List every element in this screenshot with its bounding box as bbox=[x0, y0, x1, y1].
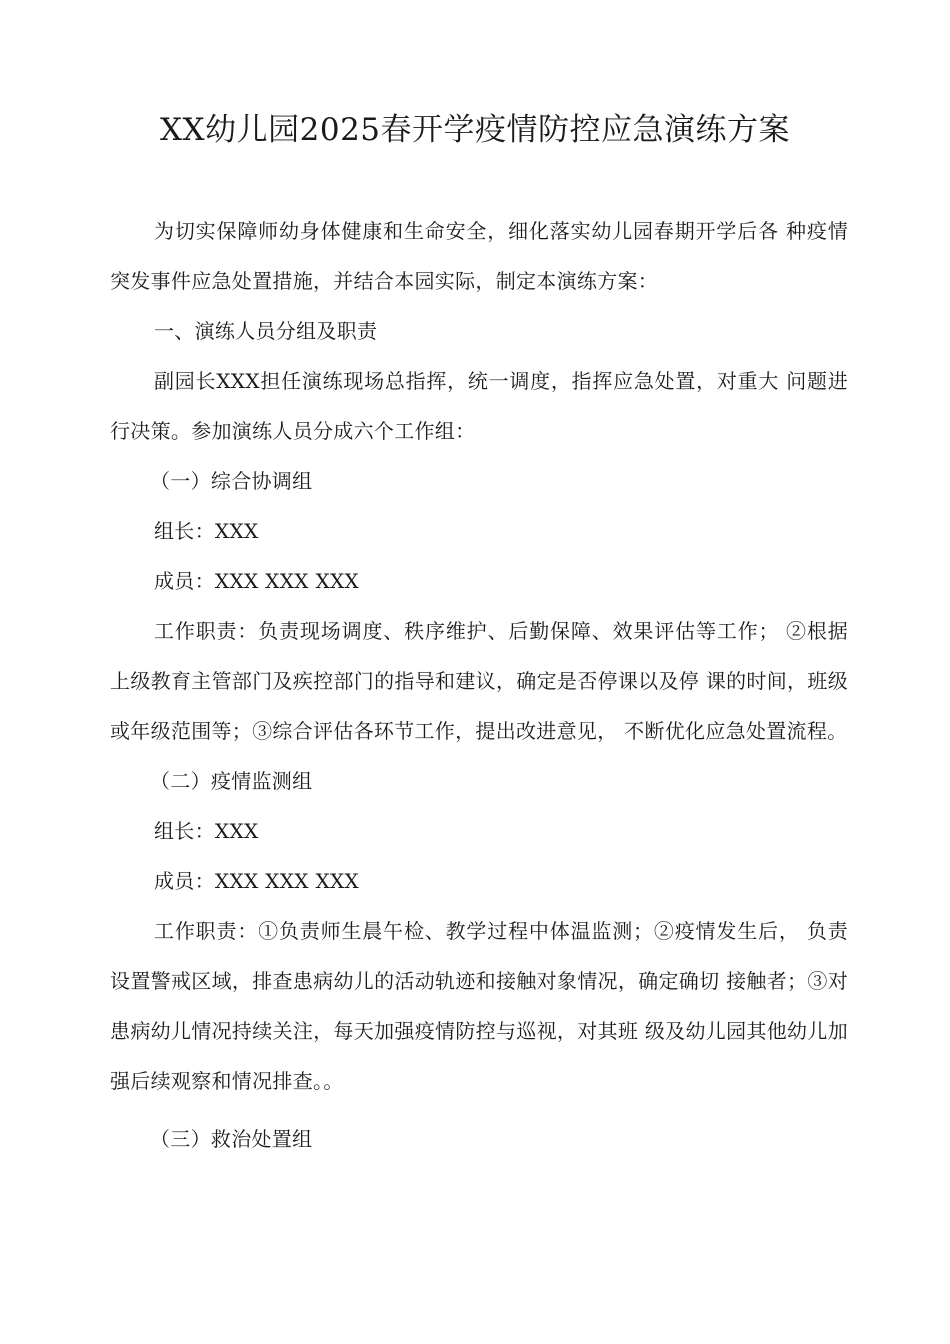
group-heading-monitoring: （二）疫情监测组 bbox=[150, 769, 313, 793]
group-heading-coordination: （一）综合协调组 bbox=[150, 469, 313, 493]
document-body bbox=[110, 206, 848, 1164]
group-duties-monitoring: 工作职责：①负责师生晨午检、教学过程中体温监测；②疫情发生后， 负责设置警戒区域，排查患病幼儿的活动轨迹和接触对象情况，确定确切 接触者；③对患病幼儿情况持续关注，每天加强疫情防控与巡视，对其班 级及幼儿园其他幼儿加强后续观察和情况排查。。 bbox=[110, 919, 848, 1093]
intro-paragraph: 为切实保障师幼身体健康和生命安全，细化落实幼儿园春期开学后各 种疫情突发事件应急处置措施，并结合本园实际，制定本演练方案： bbox=[110, 219, 848, 293]
commander-paragraph: 副园长XXX担任演练现场总指挥，统一调度，指挥应急处置，对重大 问题进行决策。参加演练人员分成六个工作组： bbox=[110, 369, 848, 443]
group-duties-coordination: 工作职责：负责现场调度、秩序维护、后勤保障、效果评估等工作； ②根据上级教育主管部门及疾控部门的指导和建议，确定是否停课以及停 课的时间，班级或年级范围等；③综合评估各环节工作，提出改进意见， 不断优化应急处置流程。 bbox=[110, 619, 848, 743]
group-heading-treatment: （三）救治处置组 bbox=[150, 1127, 313, 1151]
document-title: XX幼儿园2025春开学疫情防控应急演练方案 bbox=[159, 112, 791, 148]
group-members-coordination: 成员：XXX XXX XXX bbox=[154, 569, 360, 593]
group-leader-monitoring: 组长：XXX bbox=[154, 819, 259, 843]
section-heading-grouping: 一、演练人员分组及职责 bbox=[154, 319, 378, 343]
group-leader-coordination: 组长：XXX bbox=[154, 519, 259, 543]
paragraph-gap bbox=[110, 1106, 848, 1114]
group-members-monitoring: 成员：XXX XXX XXX bbox=[154, 869, 360, 893]
